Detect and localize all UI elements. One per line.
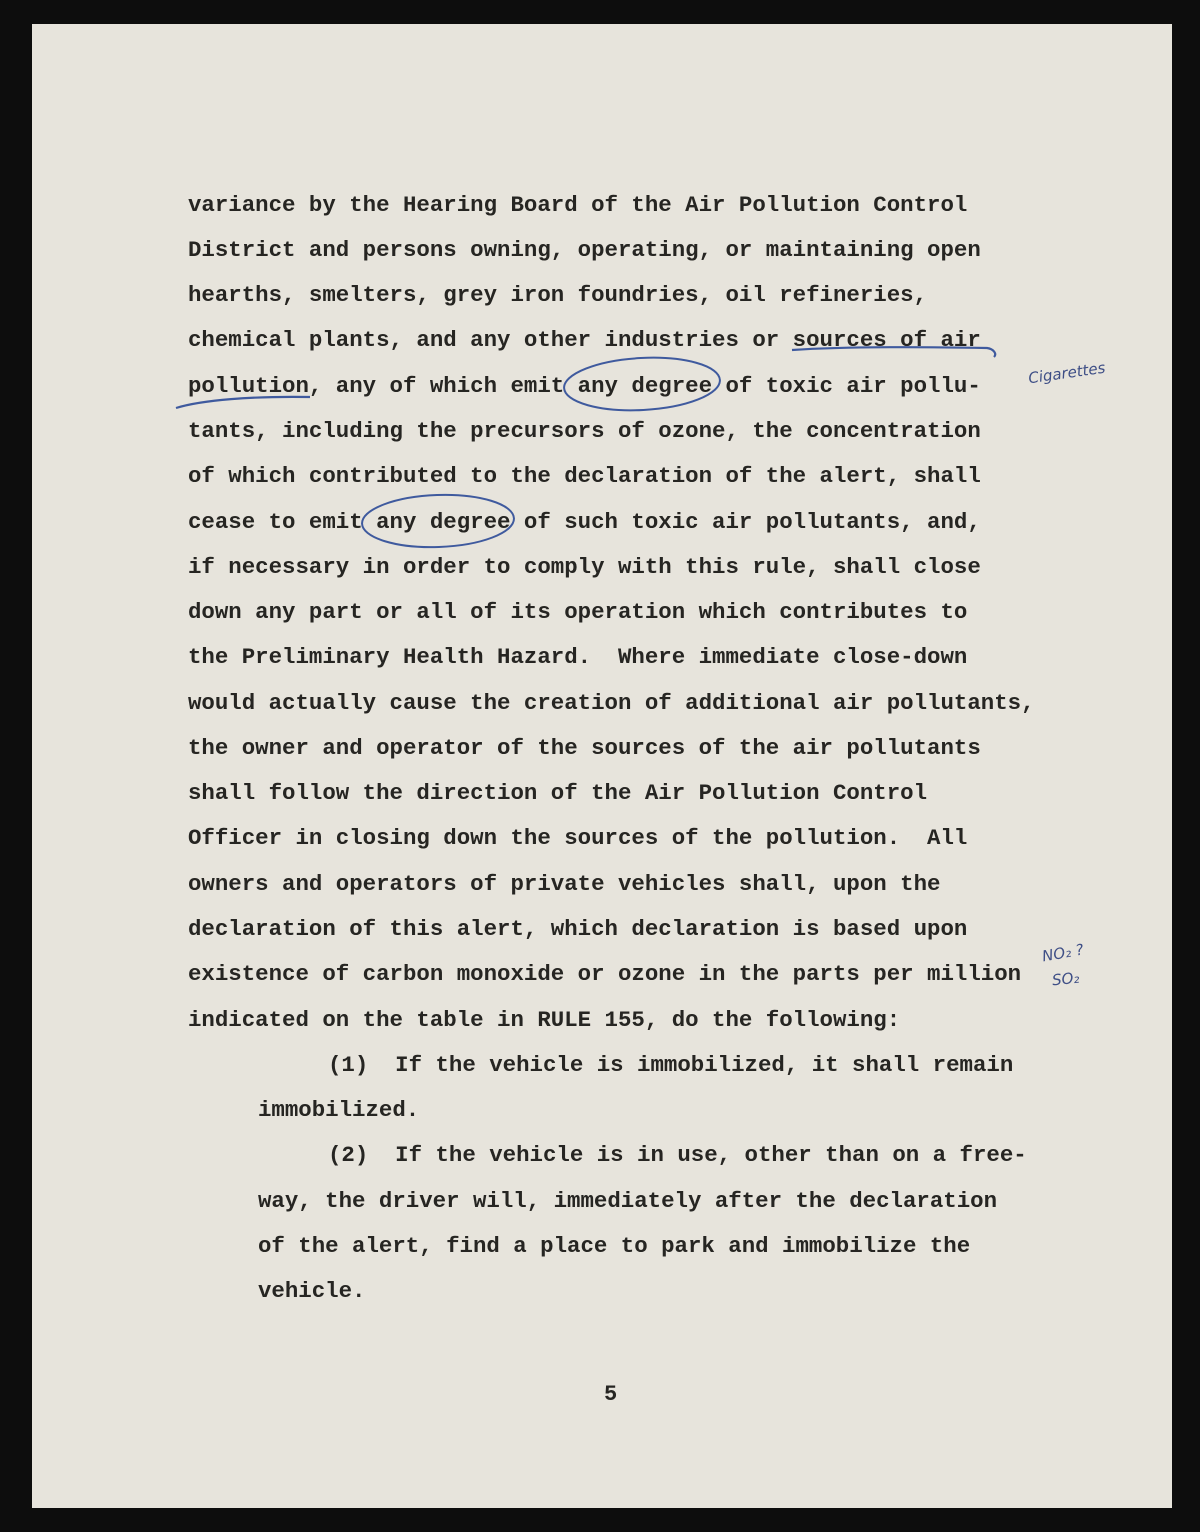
list-item-1-cont: immobilized. bbox=[258, 1097, 420, 1123]
list-item-2-cont: vehicle. bbox=[258, 1278, 366, 1304]
margin-note-so2: SO₂ bbox=[1051, 968, 1081, 990]
text-line: cease to emit any degree of such toxic air pollutants, and, bbox=[188, 509, 981, 535]
text-line: pollution, any of which emit any degree of toxic air pollu- bbox=[188, 373, 981, 399]
text-line: if necessary in order to comply with this rule, shall close bbox=[188, 554, 981, 580]
text-line: chemical plants, and any other industries or sources of air bbox=[188, 327, 981, 353]
text-line: of which contributed to the declaration of the alert, shall bbox=[188, 463, 981, 489]
text-line: the Preliminary Health Hazard. Where immediate close-down bbox=[188, 644, 968, 670]
text-line: hearths, smelters, grey iron foundries, oil refineries, bbox=[188, 282, 928, 308]
margin-note-no2: NO₂ ? bbox=[1040, 940, 1086, 966]
text-line: the owner and operator of the sources of the air pollutants bbox=[188, 735, 981, 761]
text-line: owners and operators of private vehicles shall, upon the bbox=[188, 871, 941, 897]
list-item-2-cont: of the alert, find a place to park and immobilize the bbox=[258, 1233, 971, 1259]
text-line: District and persons owning, operating, or maintaining open bbox=[188, 237, 981, 263]
list-item-1: (1) If the vehicle is immobilized, it shall remain bbox=[328, 1052, 1014, 1078]
text-line: tants, including the precursors of ozone, the concentration bbox=[188, 418, 981, 444]
text-line: existence of carbon monoxide or ozone in the parts per million bbox=[188, 961, 1022, 987]
page-number: 5 bbox=[604, 1382, 618, 1407]
text-line: shall follow the direction of the Air Pollution Control bbox=[188, 780, 928, 806]
text-line: down any part or all of its operation which contributes to bbox=[188, 599, 968, 625]
text-line: Officer in closing down the sources of the pollution. All bbox=[188, 825, 968, 851]
text-line: declaration of this alert, which declaration is based upon bbox=[188, 916, 968, 942]
document-page bbox=[32, 24, 1172, 1508]
list-item-2: (2) If the vehicle is in use, other than on a free- bbox=[328, 1142, 1027, 1168]
text-line: variance by the Hearing Board of the Air Pollution Control bbox=[188, 192, 968, 218]
text-line: indicated on the table in RULE 155, do the following: bbox=[188, 1007, 901, 1033]
margin-note-cigarettes: Cigarettes bbox=[1027, 358, 1107, 388]
list-item-2-cont: way, the driver will, immediately after the declaration bbox=[258, 1188, 998, 1214]
text-line: would actually cause the creation of additional air pollutants, bbox=[188, 690, 1035, 716]
